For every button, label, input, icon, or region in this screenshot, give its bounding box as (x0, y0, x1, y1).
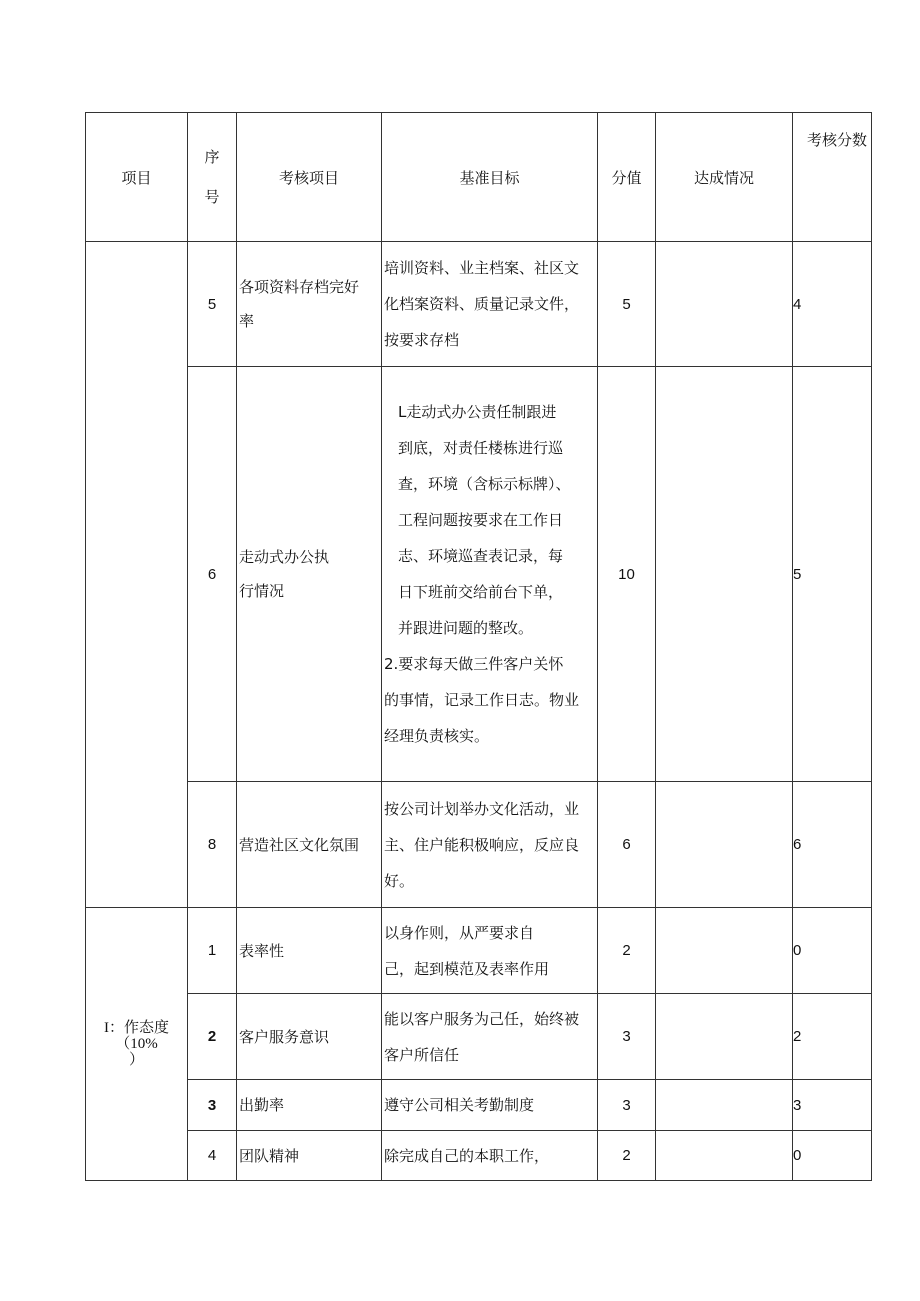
row-target-line: 并跟进问题的整改。 (398, 619, 534, 637)
row-achievement (656, 782, 793, 908)
row-points: 6 (598, 782, 656, 908)
header-seq (188, 113, 237, 242)
row-target-line: 遵守公司相关考勤制度 (384, 1096, 535, 1114)
row-item-line: 营造社区文化氛围 (239, 835, 360, 854)
row-target-line: 除完成自己的本职工作， (384, 1146, 550, 1165)
row-item-line: 走动式办公执 (239, 548, 330, 566)
row-item (237, 782, 382, 908)
table-row (86, 782, 872, 908)
row-target-line: 经理负责核实。 (384, 727, 490, 745)
row-target-line: 志、环境巡查表记录，每 (398, 547, 564, 565)
row-points: 2 (598, 1131, 656, 1181)
row-item-line: 率 (239, 312, 255, 330)
row-target (382, 367, 598, 782)
row-item-line: 各项资料存档完好 (239, 278, 360, 296)
row-target-line: 能以客户服务为己任，始终被 (384, 1009, 580, 1028)
row-item-line: 行情况 (239, 582, 285, 600)
row-item (237, 1131, 382, 1181)
header-points: 分值 (598, 113, 656, 242)
row-item (237, 994, 382, 1080)
row-achievement (656, 242, 793, 367)
row-target-line: 到底，对责任楼栋进行巡 (398, 439, 564, 457)
table-row (86, 908, 872, 994)
row-achievement (656, 1080, 793, 1131)
header-row (86, 113, 872, 242)
row-target-line: 化档案资料、质量记录文件， (384, 295, 580, 313)
row-target-line: 按要求存档 (384, 331, 460, 349)
row-points: 3 (598, 994, 656, 1080)
header-assess-item: 考核项目 (237, 113, 382, 242)
row-target-line: 培训资料、业主档案、社区文 (384, 259, 580, 277)
row-target-line: 客户所信任 (384, 1045, 460, 1064)
row-target (382, 1080, 598, 1131)
row-item-line: 表率性 (239, 941, 285, 960)
category-attitude-line1: I：作态度（10% (104, 1020, 169, 1052)
category-attitude-line2: ） (128, 1052, 144, 1068)
row-score: 2 (793, 994, 872, 1080)
row-seq: 5 (188, 242, 237, 367)
header-seq-line1: 序 (204, 148, 220, 166)
row-target (382, 994, 598, 1080)
row-score: 3 (793, 1080, 872, 1131)
row-score: 0 (793, 1131, 872, 1181)
row-seq: 2 (188, 994, 237, 1080)
row-achievement (656, 908, 793, 994)
row-target (382, 908, 598, 994)
header-project: 项目 (86, 113, 188, 242)
header-seq-line2: 号 (204, 188, 220, 206)
row-target-line: 按公司计划举办文化活动，业 (384, 799, 580, 818)
row-target-line: 日下班前交给前台下单， (398, 583, 564, 601)
header-target: 基准目标 (382, 113, 598, 242)
row-item-line: 出勤率 (239, 1096, 285, 1114)
table-row (86, 242, 872, 367)
row-seq: 6 (188, 367, 237, 782)
row-achievement (656, 367, 793, 782)
row-target-line: L走动式办公责任制跟进 (398, 403, 557, 421)
header-score: 考核分数 (793, 113, 872, 242)
table-row (86, 994, 872, 1080)
row-item (237, 1080, 382, 1131)
row-target-line: 2.要求每天做三件客户关怀 (384, 655, 564, 673)
row-item (237, 242, 382, 367)
row-seq: 3 (188, 1080, 237, 1131)
row-achievement (656, 1131, 793, 1181)
row-item (237, 367, 382, 782)
row-seq: 8 (188, 782, 237, 908)
header-achievement: 达成情况 (656, 113, 793, 242)
row-target-line: 的事情，记录工作日志。物业 (384, 691, 580, 709)
row-points: 2 (598, 908, 656, 994)
row-achievement (656, 994, 793, 1080)
row-score: 6 (793, 782, 872, 908)
row-target-line: 主、住户能积极响应，反应良 (384, 835, 580, 854)
row-points: 5 (598, 242, 656, 367)
row-score: 5 (793, 367, 872, 782)
row-target-line: 己，起到模范及表率作用 (384, 959, 550, 978)
table-row (86, 367, 872, 782)
row-target-line: 以身作则，从严要求自 (384, 923, 535, 942)
row-item (237, 908, 382, 994)
row-item-line: 客户服务意识 (239, 1027, 330, 1046)
row-seq: 1 (188, 908, 237, 994)
category-cell-empty (86, 242, 188, 908)
table-row (86, 1080, 872, 1131)
row-target (382, 1131, 598, 1181)
row-target-line: 工程问题按要求在工作日 (398, 511, 564, 529)
row-points: 10 (598, 367, 656, 782)
assessment-table (85, 112, 872, 1181)
table-row (86, 1131, 872, 1181)
row-points: 3 (598, 1080, 656, 1131)
row-score: 0 (793, 908, 872, 994)
row-item-line: 团队精神 (239, 1146, 300, 1165)
category-attitude (86, 908, 188, 1181)
row-score: 4 (793, 242, 872, 367)
row-target-line: 查，环境（含标示标牌）、 (398, 475, 571, 493)
row-target (382, 242, 598, 367)
row-seq: 4 (188, 1131, 237, 1181)
row-target-line: 好。 (384, 871, 415, 890)
row-target (382, 782, 598, 908)
